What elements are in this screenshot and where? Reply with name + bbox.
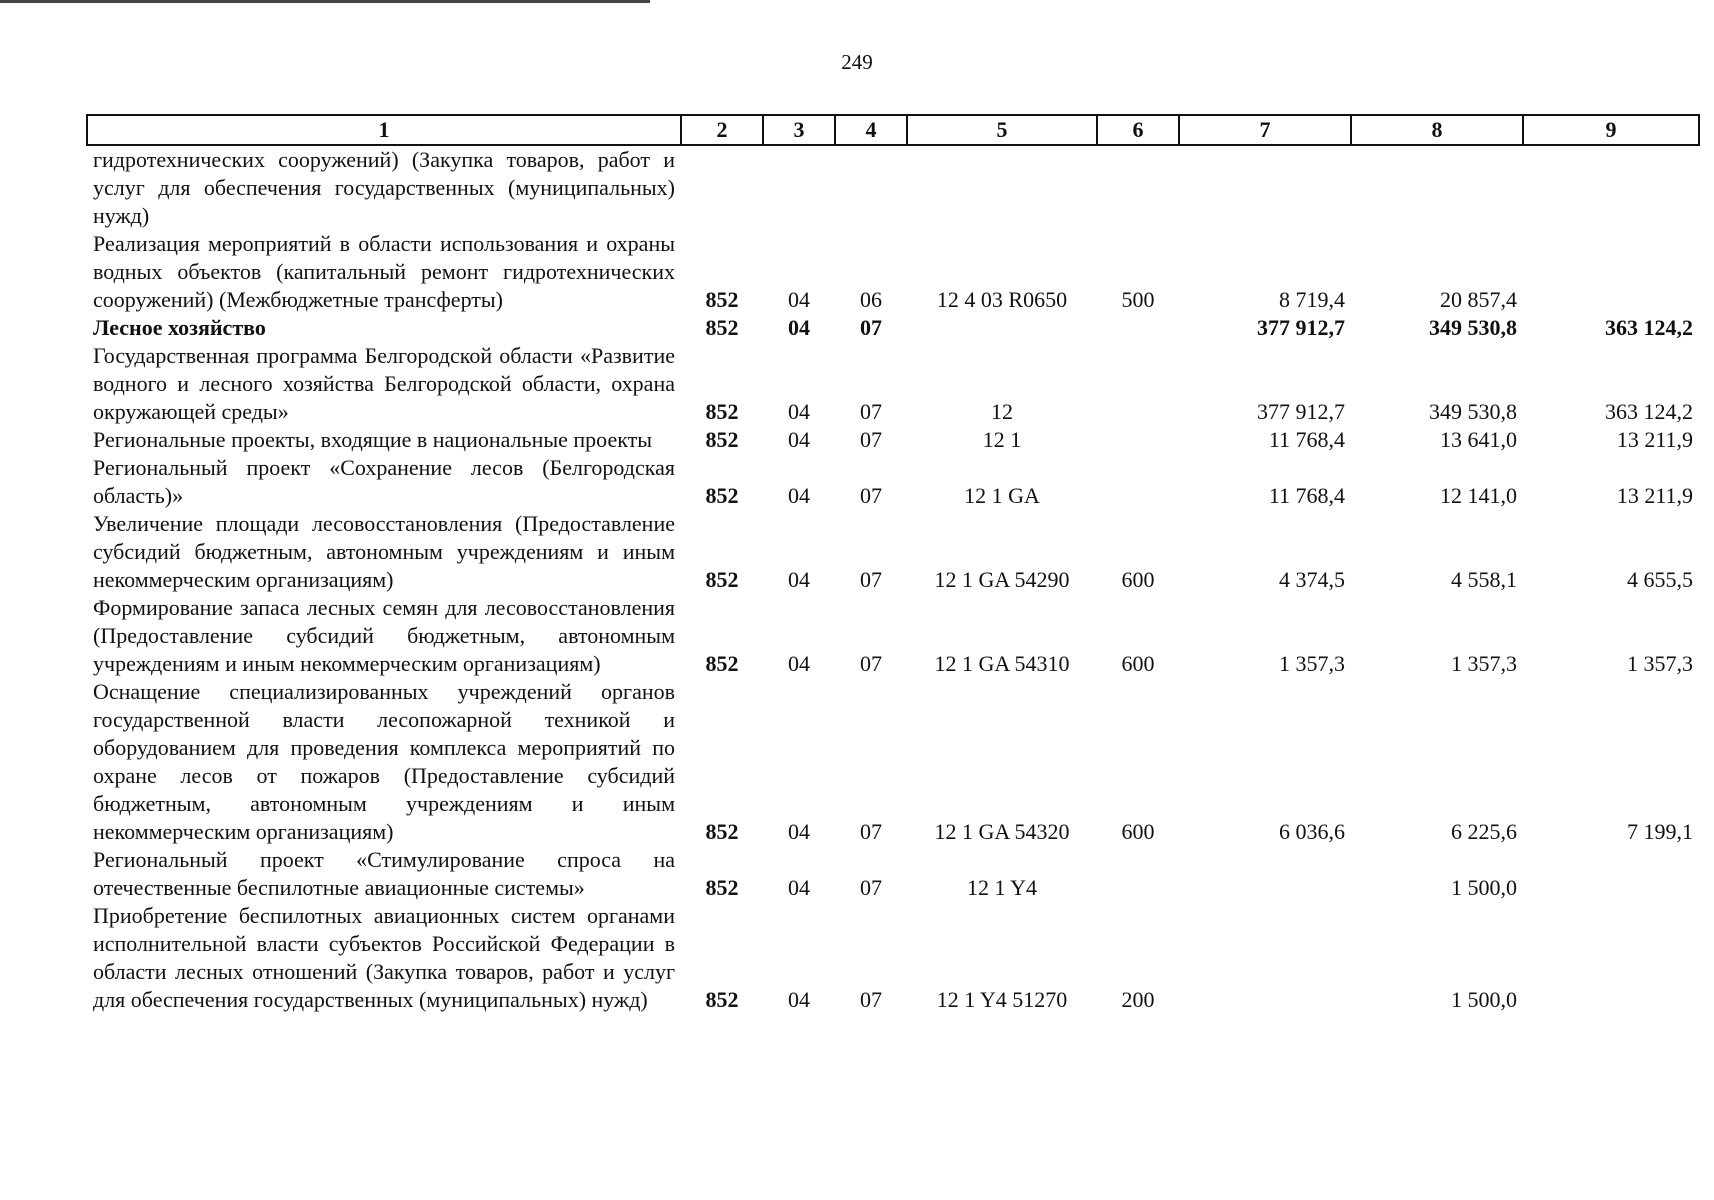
row-section: 04 — [788, 427, 810, 452]
row-expense-type — [1097, 145, 1179, 230]
row-expense-type: 600 — [1121, 567, 1155, 592]
row-subsection: 07 — [860, 567, 882, 592]
table-row — [87, 342, 1699, 426]
row-expense-type: 600 — [1121, 819, 1155, 844]
row-admin-code: 852 — [705, 567, 739, 592]
row-amount-col9: 13 211,9 — [1616, 427, 1693, 452]
row-description: Региональный проект «Стимулирование спроса на отечественные беспилотные авиационные системы» — [93, 847, 675, 900]
row-subsection: 07 — [860, 399, 882, 424]
row-admin-code: 852 — [705, 287, 739, 312]
row-admin-code: 852 — [705, 427, 739, 452]
row-description: Приобретение беспилотных авиационных систем органами исполнительной власти субъектов Российской Федерации в области лесных отношений (Закупка товаров, работ и услуг для обеспечения государственных (муниципальных) нужд) — [93, 903, 675, 1012]
row-amount-col7: 1 357,3 — [1279, 651, 1345, 676]
row-target-article: 12 1 GA 54320 — [934, 819, 1070, 844]
row-description: Региональный проект «Сохранение лесов (Белгородская область)» — [93, 455, 675, 508]
row-description: Оснащение специализированных учреждений органов государственной власти лесопожарной техникой и оборудованием для проведения комплекса мероприятий по охране лесов от пожаров (Предоставление субсидий бюджетным, автономным учреждениям и иным некоммерческим организациям) — [93, 679, 675, 844]
column-header-9: 9 — [1523, 115, 1699, 145]
row-admin-code: 852 — [705, 987, 739, 1012]
row-amount-col7 — [1179, 145, 1351, 230]
row-amount-col8: 4 558,1 — [1451, 567, 1517, 592]
row-description: Лесное хозяйство — [93, 315, 266, 340]
table-row — [87, 594, 1699, 678]
row-amount-col7: 6 036,6 — [1279, 819, 1345, 844]
row-amount-col9: 4 655,5 — [1627, 567, 1693, 592]
row-amount-col8: 1 357,3 — [1451, 651, 1517, 676]
scan-top-rule — [0, 0, 650, 3]
table-body — [87, 145, 1699, 1014]
row-subsection — [835, 145, 907, 230]
page-number: 249 — [841, 50, 873, 74]
row-section: 04 — [788, 875, 810, 900]
row-amount-col8: 1 500,0 — [1451, 987, 1517, 1012]
row-amount-col9: 13 211,9 — [1616, 483, 1693, 508]
row-amount-col7: 11 768,4 — [1268, 483, 1345, 508]
row-expense-type — [1097, 426, 1179, 454]
row-amount-col7: 11 768,4 — [1268, 427, 1345, 452]
row-target-article — [907, 314, 1097, 342]
row-admin-code: 852 — [705, 315, 739, 340]
row-target-article: 12 1 — [982, 427, 1022, 452]
row-amount-col8: 20 857,4 — [1440, 287, 1517, 312]
row-admin-code: 852 — [705, 483, 739, 508]
row-subsection: 07 — [860, 483, 882, 508]
row-amount-col7: 377 912,7 — [1257, 315, 1345, 340]
row-amount-col9 — [1523, 230, 1699, 314]
row-admin-code: 852 — [705, 399, 739, 424]
row-amount-col8: 13 641,0 — [1440, 427, 1517, 452]
row-description: гидротехнических сооружений) (Закупка товаров, работ и услуг для обеспечения государственных (муниципальных) нужд) — [93, 147, 675, 228]
row-section: 04 — [788, 483, 810, 508]
row-admin-code: 852 — [705, 875, 739, 900]
table-row — [87, 230, 1699, 314]
row-expense-type — [1097, 846, 1179, 902]
row-amount-col9: 1 357,3 — [1627, 651, 1693, 676]
row-amount-col9 — [1523, 902, 1699, 1014]
row-expense-type: 600 — [1121, 651, 1155, 676]
row-description: Реализация мероприятий в области использования и охраны водных объектов (капитальный ремонт гидротехнических сооружений) (Межбюджетные трансферты) — [93, 231, 675, 312]
column-header-1: 1 — [87, 115, 681, 145]
column-header-4: 4 — [835, 115, 907, 145]
row-expense-type: 200 — [1121, 987, 1155, 1012]
row-section — [763, 145, 835, 230]
table-row — [87, 314, 1699, 342]
row-amount-col9: 363 124,2 — [1605, 315, 1693, 340]
row-amount-col8 — [1351, 145, 1523, 230]
row-description: Формирование запаса лесных семян для лесовосстановления (Предоставление субсидий бюджетным, автономным учреждениям и иным некоммерческим организациям) — [93, 595, 675, 676]
row-description: Региональные проекты, входящие в национальные проекты — [93, 427, 653, 452]
table-row — [87, 678, 1699, 846]
row-amount-col9 — [1523, 846, 1699, 902]
table-row — [87, 846, 1699, 902]
row-subsection: 07 — [860, 987, 882, 1012]
row-amount-col9: 363 124,2 — [1605, 399, 1693, 424]
row-admin-code — [681, 145, 763, 230]
row-amount-col7 — [1179, 902, 1351, 1014]
row-target-article: 12 1 GA 54310 — [934, 651, 1070, 676]
table-row — [87, 426, 1699, 454]
row-subsection: 07 — [860, 427, 882, 452]
row-amount-col8: 6 225,6 — [1451, 819, 1517, 844]
row-section: 04 — [788, 819, 810, 844]
row-admin-code: 852 — [705, 819, 739, 844]
row-expense-type — [1097, 314, 1179, 342]
row-target-article: 12 — [991, 399, 1013, 424]
budget-table — [86, 114, 1700, 1014]
row-amount-col9 — [1523, 145, 1699, 230]
column-header-5: 5 — [907, 115, 1097, 145]
row-subsection: 07 — [860, 819, 882, 844]
row-amount-col8: 349 530,8 — [1429, 399, 1517, 424]
row-amount-col7 — [1179, 846, 1351, 902]
row-amount-col8: 12 141,0 — [1440, 483, 1517, 508]
row-expense-type — [1097, 454, 1179, 510]
row-target-article: 12 1 GA — [964, 483, 1040, 508]
row-target-article: 12 1 GA 54290 — [934, 567, 1070, 592]
row-admin-code: 852 — [705, 651, 739, 676]
row-expense-type: 500 — [1121, 287, 1155, 312]
row-description: Увеличение площади лесовосстановления (Предоставление субсидий бюджетным, автономным учреждениям и иным некоммерческим организациям) — [93, 511, 675, 592]
table-row — [87, 145, 1699, 230]
row-target-article: 12 4 03 R0650 — [936, 287, 1068, 312]
row-subsection: 07 — [860, 315, 882, 340]
column-header-6: 6 — [1097, 115, 1179, 145]
row-section: 04 — [788, 399, 810, 424]
row-expense-type — [1097, 342, 1179, 426]
column-header-3: 3 — [763, 115, 835, 145]
column-header-7: 7 — [1179, 115, 1351, 145]
row-section: 04 — [788, 567, 810, 592]
row-target-article — [907, 145, 1097, 230]
table-row — [87, 454, 1699, 510]
column-header-2: 2 — [681, 115, 763, 145]
row-subsection: 06 — [860, 287, 882, 312]
row-subsection: 07 — [860, 651, 882, 676]
table-header-row — [87, 115, 1699, 145]
row-section: 04 — [788, 315, 810, 340]
row-amount-col8: 1 500,0 — [1451, 875, 1517, 900]
table-row — [87, 902, 1699, 1014]
row-amount-col9: 7 199,1 — [1627, 819, 1693, 844]
row-amount-col7: 377 912,7 — [1257, 399, 1345, 424]
row-description: Государственная программа Белгородской области «Развитие водного и лесного хозяйства Белгородской области, охрана окружающей среды» — [93, 343, 675, 424]
row-section: 04 — [788, 287, 810, 312]
table-row — [87, 510, 1699, 594]
row-target-article: 12 1 Y4 51270 — [936, 987, 1068, 1012]
row-section: 04 — [788, 651, 810, 676]
column-header-8: 8 — [1351, 115, 1523, 145]
row-target-article: 12 1 Y4 — [966, 875, 1038, 900]
row-amount-col8: 349 530,8 — [1429, 315, 1517, 340]
row-section: 04 — [788, 987, 810, 1012]
row-amount-col7: 8 719,4 — [1279, 287, 1345, 312]
row-amount-col7: 4 374,5 — [1279, 567, 1345, 592]
row-subsection: 07 — [860, 875, 882, 900]
